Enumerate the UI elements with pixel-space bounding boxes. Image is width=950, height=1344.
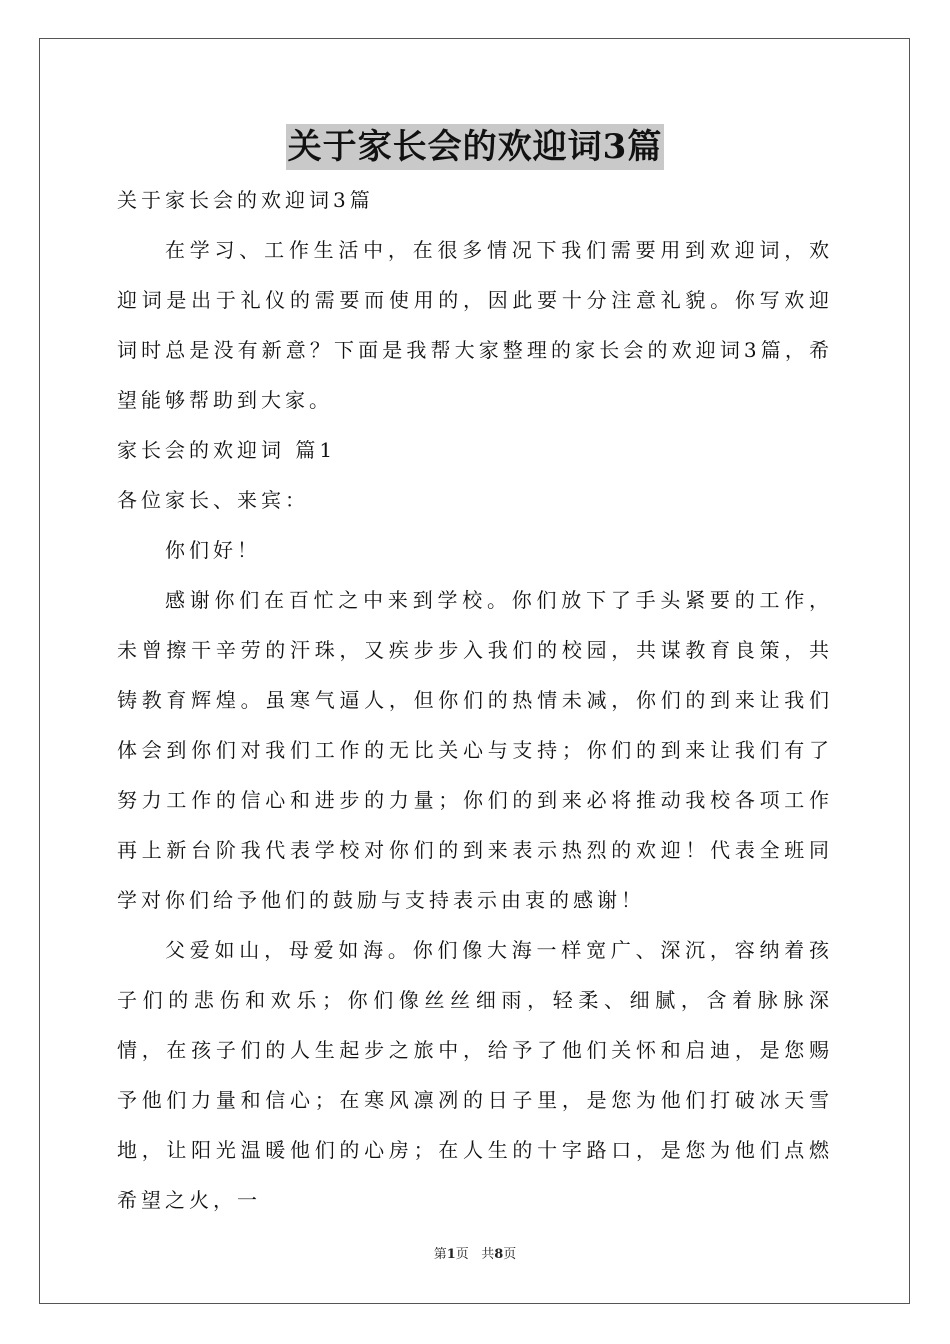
document-body [117, 175, 833, 1225]
page-footer [0, 1245, 950, 1265]
section-heading: 家长会的欢迎词 篇1 [117, 438, 337, 462]
footer-total-suffix: 页 [503, 1247, 517, 1262]
greeting: 你们好！ [165, 538, 261, 562]
footer-total-prefix: 共 [481, 1247, 495, 1262]
paragraph: 关于家长会的欢迎词3篇 [117, 188, 374, 212]
title-block [0, 124, 950, 170]
paragraph: 在学习、工作生活中，在很多情况下我们需要用到欢迎词，欢迎词是出于礼仪的需要而使用的，因此要十分注意礼貌。你写欢迎词时总是没有新意？下面是我帮大家整理的家长会的欢迎词3篇，希望能够帮助到大家。 [117, 238, 833, 412]
footer-page-suffix: 页 [455, 1247, 469, 1262]
document-title: 关于家长会的欢迎词3篇 [286, 124, 665, 170]
total-page-count: 8 [494, 1247, 504, 1262]
current-page-number: 1 [446, 1247, 456, 1262]
salutation: 各位家长、来宾： [117, 488, 309, 512]
paragraph: 父爱如山，母爱如海。你们像大海一样宽广、深沉，容纳着孩子们的悲伤和欢乐；你们像丝丝细雨，轻柔、细腻，含着脉脉深情，在孩子们的人生起步之旅中，给予了他们关怀和启迪，是您赐予他们力量和信心；在寒风凛冽的日子里，是您为他们打破冰天雪地，让阳光温暖他们的心房；在人生的十字路口，是您为他们点燃希望之火，一 [117, 938, 833, 1212]
paragraph: 感谢你们在百忙之中来到学校。你们放下了手头紧要的工作，未曾擦干辛劳的汗珠，又疾步步入我们的校园，共谋教育良策，共铸教育辉煌。虽寒气逼人，但你们的热情未减，你们的到来让我们体会到你们对我们工作的无比关心与支持；你们的到来让我们有了努力工作的信心和进步的力量；你们的到来必将推动我校各项工作再上新台阶我代表学校对你们的到来表示热烈的欢迎！代表全班同学对你们给予他们的鼓励与支持表示由衷的感谢！ [117, 588, 833, 912]
footer-prefix: 第 [433, 1247, 447, 1262]
